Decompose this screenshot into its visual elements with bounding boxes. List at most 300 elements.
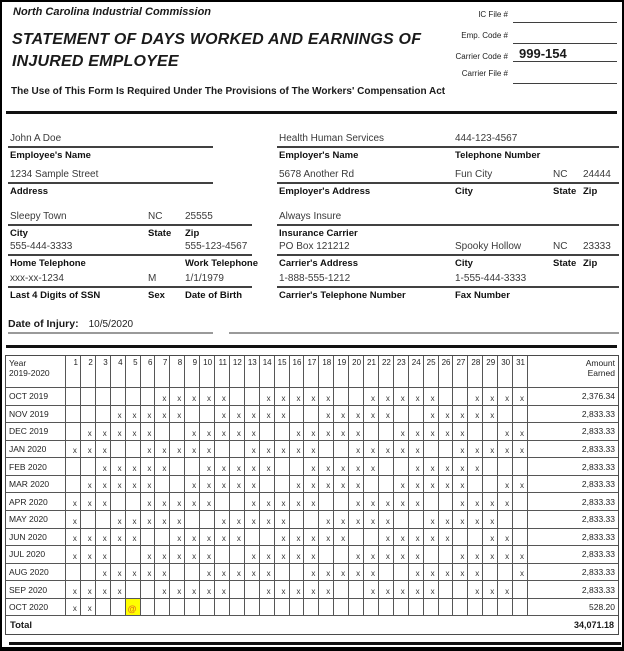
day-cell[interactable]: x <box>275 511 290 529</box>
day-cell[interactable]: x <box>424 423 439 441</box>
day-cell[interactable] <box>364 599 379 617</box>
day-cell[interactable]: x <box>185 441 200 459</box>
day-cell[interactable] <box>96 388 111 406</box>
day-cell[interactable]: x <box>111 458 126 476</box>
day-cell[interactable]: x <box>304 476 319 494</box>
day-cell[interactable] <box>379 423 394 441</box>
day-cell[interactable]: x <box>453 406 468 424</box>
day-cell[interactable]: x <box>111 476 126 494</box>
day-cell[interactable]: x <box>111 581 126 599</box>
day-cell[interactable]: x <box>453 564 468 582</box>
day-cell[interactable]: x <box>468 546 483 564</box>
day-cell[interactable] <box>66 476 81 494</box>
day-cell[interactable] <box>379 564 394 582</box>
employer-name-phone-field[interactable] <box>277 130 619 148</box>
day-cell[interactable]: x <box>364 406 379 424</box>
day-cell[interactable] <box>319 599 334 617</box>
day-cell[interactable] <box>96 406 111 424</box>
day-cell[interactable] <box>304 406 319 424</box>
day-cell[interactable]: x <box>275 546 290 564</box>
day-cell[interactable] <box>141 581 156 599</box>
day-cell[interactable]: x <box>155 441 170 459</box>
day-cell[interactable] <box>483 423 498 441</box>
day-cell[interactable]: x <box>424 388 439 406</box>
day-cell[interactable]: x <box>141 564 156 582</box>
day-cell[interactable] <box>468 599 483 617</box>
day-cell[interactable]: x <box>141 493 156 511</box>
day-cell[interactable] <box>379 599 394 617</box>
day-cell[interactable]: x <box>245 423 260 441</box>
day-cell[interactable] <box>334 388 349 406</box>
day-cell[interactable]: x <box>215 458 230 476</box>
day-cell[interactable] <box>245 599 260 617</box>
day-cell[interactable] <box>185 458 200 476</box>
day-cell[interactable] <box>334 599 349 617</box>
day-cell[interactable] <box>424 546 439 564</box>
day-cell[interactable] <box>394 406 409 424</box>
day-cell[interactable]: x <box>260 406 275 424</box>
day-cell[interactable]: x <box>260 581 275 599</box>
day-cell[interactable]: x <box>409 441 424 459</box>
day-cell[interactable] <box>334 581 349 599</box>
day-cell[interactable] <box>424 599 439 617</box>
day-cell[interactable]: x <box>319 406 334 424</box>
day-cell[interactable] <box>155 423 170 441</box>
day-cell[interactable]: x <box>245 406 260 424</box>
day-cell[interactable]: x <box>304 423 319 441</box>
day-cell[interactable] <box>245 388 260 406</box>
day-cell[interactable] <box>200 511 215 529</box>
day-cell[interactable] <box>394 599 409 617</box>
day-cell[interactable]: x <box>290 529 305 547</box>
day-cell[interactable]: x <box>96 441 111 459</box>
injury-day-cell[interactable]: @ <box>126 599 141 617</box>
day-cell[interactable] <box>111 599 126 617</box>
day-cell[interactable]: x <box>141 511 156 529</box>
day-cell[interactable]: x <box>170 388 185 406</box>
employee-phones-field[interactable] <box>8 238 252 256</box>
day-cell[interactable]: x <box>155 546 170 564</box>
day-cell[interactable]: x <box>230 476 245 494</box>
day-cell[interactable]: x <box>513 423 528 441</box>
day-cell[interactable] <box>513 599 528 617</box>
day-cell[interactable]: x <box>379 406 394 424</box>
day-cell[interactable]: x <box>96 423 111 441</box>
day-cell[interactable]: x <box>349 423 364 441</box>
day-cell[interactable]: x <box>81 599 96 617</box>
day-cell[interactable] <box>215 493 230 511</box>
day-cell[interactable] <box>513 493 528 511</box>
day-cell[interactable]: x <box>483 441 498 459</box>
day-cell[interactable]: x <box>424 406 439 424</box>
day-cell[interactable]: x <box>364 564 379 582</box>
day-cell[interactable] <box>126 581 141 599</box>
day-cell[interactable] <box>170 564 185 582</box>
day-cell[interactable]: x <box>96 546 111 564</box>
day-cell[interactable] <box>200 599 215 617</box>
day-cell[interactable] <box>230 599 245 617</box>
employee-city-state-zip-field[interactable] <box>8 208 252 226</box>
employee-address-field[interactable] <box>8 166 213 184</box>
day-cell[interactable] <box>349 529 364 547</box>
day-cell[interactable] <box>468 529 483 547</box>
day-cell[interactable]: x <box>141 476 156 494</box>
day-cell[interactable]: x <box>304 581 319 599</box>
day-cell[interactable]: x <box>290 581 305 599</box>
day-cell[interactable] <box>334 441 349 459</box>
day-cell[interactable]: x <box>409 493 424 511</box>
day-cell[interactable]: x <box>364 581 379 599</box>
day-cell[interactable]: x <box>439 458 454 476</box>
day-cell[interactable]: x <box>483 546 498 564</box>
day-cell[interactable] <box>453 581 468 599</box>
day-cell[interactable] <box>141 529 156 547</box>
day-cell[interactable]: x <box>170 511 185 529</box>
day-cell[interactable]: x <box>141 441 156 459</box>
day-cell[interactable]: x <box>364 511 379 529</box>
day-cell[interactable] <box>81 388 96 406</box>
day-cell[interactable] <box>498 564 513 582</box>
day-cell[interactable] <box>245 581 260 599</box>
day-cell[interactable] <box>513 581 528 599</box>
day-cell[interactable] <box>245 529 260 547</box>
day-cell[interactable] <box>111 546 126 564</box>
day-cell[interactable]: x <box>513 546 528 564</box>
day-cell[interactable]: x <box>364 388 379 406</box>
day-cell[interactable]: x <box>111 511 126 529</box>
day-cell[interactable] <box>319 493 334 511</box>
day-cell[interactable]: x <box>275 493 290 511</box>
day-cell[interactable]: x <box>468 511 483 529</box>
day-cell[interactable]: x <box>349 458 364 476</box>
day-cell[interactable]: x <box>111 423 126 441</box>
day-cell[interactable] <box>126 493 141 511</box>
day-cell[interactable] <box>230 581 245 599</box>
day-cell[interactable]: x <box>349 564 364 582</box>
day-cell[interactable]: x <box>81 581 96 599</box>
day-cell[interactable]: x <box>81 441 96 459</box>
day-cell[interactable] <box>513 406 528 424</box>
day-cell[interactable]: x <box>409 529 424 547</box>
day-cell[interactable]: x <box>424 564 439 582</box>
day-cell[interactable] <box>439 599 454 617</box>
day-cell[interactable]: x <box>513 388 528 406</box>
day-cell[interactable]: x <box>245 546 260 564</box>
employer-address-field[interactable] <box>277 166 619 184</box>
day-cell[interactable] <box>81 564 96 582</box>
day-cell[interactable] <box>141 388 156 406</box>
day-cell[interactable]: x <box>498 441 513 459</box>
day-cell[interactable]: x <box>498 493 513 511</box>
day-cell[interactable]: x <box>215 564 230 582</box>
day-cell[interactable] <box>230 441 245 459</box>
day-cell[interactable] <box>453 388 468 406</box>
day-cell[interactable]: x <box>96 581 111 599</box>
day-cell[interactable] <box>185 511 200 529</box>
day-cell[interactable]: x <box>379 546 394 564</box>
day-cell[interactable] <box>439 493 454 511</box>
day-cell[interactable] <box>185 564 200 582</box>
day-cell[interactable]: x <box>81 529 96 547</box>
day-cell[interactable] <box>275 458 290 476</box>
day-cell[interactable]: x <box>453 546 468 564</box>
day-cell[interactable] <box>81 458 96 476</box>
day-cell[interactable] <box>498 458 513 476</box>
day-cell[interactable]: x <box>394 529 409 547</box>
day-cell[interactable]: x <box>215 476 230 494</box>
day-cell[interactable] <box>111 388 126 406</box>
day-cell[interactable] <box>275 564 290 582</box>
day-cell[interactable] <box>439 581 454 599</box>
day-cell[interactable]: x <box>126 564 141 582</box>
day-cell[interactable]: x <box>349 493 364 511</box>
day-cell[interactable] <box>409 406 424 424</box>
day-cell[interactable] <box>185 406 200 424</box>
day-cell[interactable]: x <box>290 493 305 511</box>
day-cell[interactable]: x <box>409 458 424 476</box>
day-cell[interactable]: x <box>290 546 305 564</box>
day-cell[interactable]: x <box>364 458 379 476</box>
date-of-injury-value[interactable]: 10/5/2020 <box>88 319 134 330</box>
day-cell[interactable]: x <box>260 458 275 476</box>
day-cell[interactable] <box>275 423 290 441</box>
day-cell[interactable]: x <box>290 476 305 494</box>
day-cell[interactable] <box>483 599 498 617</box>
day-cell[interactable] <box>96 511 111 529</box>
day-cell[interactable]: x <box>424 581 439 599</box>
day-cell[interactable]: x <box>319 476 334 494</box>
day-cell[interactable] <box>319 546 334 564</box>
day-cell[interactable]: x <box>349 546 364 564</box>
day-cell[interactable]: x <box>155 581 170 599</box>
carrier-file-input[interactable] <box>513 83 617 84</box>
day-cell[interactable]: x <box>96 564 111 582</box>
day-cell[interactable]: x <box>66 441 81 459</box>
day-cell[interactable]: x <box>513 441 528 459</box>
day-cell[interactable]: x <box>394 423 409 441</box>
day-cell[interactable]: x <box>468 564 483 582</box>
day-cell[interactable]: x <box>349 511 364 529</box>
day-cell[interactable] <box>513 511 528 529</box>
day-cell[interactable] <box>439 441 454 459</box>
day-cell[interactable]: x <box>349 406 364 424</box>
day-cell[interactable] <box>66 423 81 441</box>
day-cell[interactable]: x <box>200 581 215 599</box>
day-cell[interactable]: x <box>483 511 498 529</box>
day-cell[interactable]: x <box>379 529 394 547</box>
day-cell[interactable] <box>290 564 305 582</box>
day-cell[interactable]: x <box>439 511 454 529</box>
day-cell[interactable] <box>439 546 454 564</box>
day-cell[interactable]: x <box>230 511 245 529</box>
day-cell[interactable] <box>81 511 96 529</box>
day-cell[interactable]: x <box>111 406 126 424</box>
day-cell[interactable] <box>468 476 483 494</box>
day-cell[interactable]: x <box>185 546 200 564</box>
day-cell[interactable]: x <box>513 476 528 494</box>
day-cell[interactable]: x <box>126 423 141 441</box>
day-cell[interactable] <box>379 476 394 494</box>
day-cell[interactable]: x <box>409 388 424 406</box>
day-cell[interactable]: x <box>170 546 185 564</box>
day-cell[interactable]: x <box>200 493 215 511</box>
day-cell[interactable]: x <box>155 388 170 406</box>
day-cell[interactable]: x <box>334 423 349 441</box>
emp-code-input[interactable] <box>513 43 617 44</box>
day-cell[interactable]: x <box>66 493 81 511</box>
day-cell[interactable]: x <box>319 511 334 529</box>
day-cell[interactable]: x <box>185 388 200 406</box>
day-cell[interactable]: x <box>230 406 245 424</box>
day-cell[interactable]: x <box>245 441 260 459</box>
day-cell[interactable]: x <box>468 441 483 459</box>
day-cell[interactable] <box>304 511 319 529</box>
insurance-carrier-field[interactable] <box>277 208 619 226</box>
day-cell[interactable]: x <box>334 458 349 476</box>
carrier-address-field[interactable] <box>277 238 619 256</box>
day-cell[interactable] <box>290 458 305 476</box>
day-cell[interactable]: x <box>81 476 96 494</box>
day-cell[interactable] <box>275 476 290 494</box>
day-cell[interactable] <box>230 493 245 511</box>
day-cell[interactable]: x <box>260 546 275 564</box>
day-cell[interactable] <box>81 406 96 424</box>
day-cell[interactable]: x <box>126 511 141 529</box>
day-cell[interactable]: x <box>126 529 141 547</box>
day-cell[interactable]: x <box>66 529 81 547</box>
day-cell[interactable]: x <box>364 493 379 511</box>
day-cell[interactable] <box>424 441 439 459</box>
day-cell[interactable]: x <box>185 493 200 511</box>
day-cell[interactable]: x <box>245 493 260 511</box>
day-cell[interactable] <box>364 476 379 494</box>
day-cell[interactable] <box>111 493 126 511</box>
day-cell[interactable] <box>394 511 409 529</box>
day-cell[interactable]: x <box>230 564 245 582</box>
day-cell[interactable]: x <box>513 564 528 582</box>
day-cell[interactable]: x <box>334 406 349 424</box>
day-cell[interactable]: x <box>111 564 126 582</box>
day-cell[interactable]: x <box>379 388 394 406</box>
day-cell[interactable]: x <box>215 423 230 441</box>
day-cell[interactable]: x <box>81 546 96 564</box>
day-cell[interactable] <box>349 581 364 599</box>
day-cell[interactable]: x <box>334 511 349 529</box>
day-cell[interactable] <box>66 388 81 406</box>
day-cell[interactable]: x <box>96 476 111 494</box>
day-cell[interactable]: x <box>215 529 230 547</box>
day-cell[interactable]: x <box>468 406 483 424</box>
day-cell[interactable]: x <box>409 423 424 441</box>
day-cell[interactable] <box>439 388 454 406</box>
day-cell[interactable]: x <box>498 423 513 441</box>
day-cell[interactable]: x <box>275 406 290 424</box>
day-cell[interactable]: x <box>290 441 305 459</box>
day-cell[interactable]: x <box>170 493 185 511</box>
day-cell[interactable]: x <box>468 581 483 599</box>
day-cell[interactable]: x <box>200 546 215 564</box>
day-cell[interactable] <box>290 599 305 617</box>
day-cell[interactable]: x <box>200 458 215 476</box>
day-cell[interactable] <box>155 476 170 494</box>
day-cell[interactable]: x <box>155 458 170 476</box>
day-cell[interactable]: x <box>200 423 215 441</box>
day-cell[interactable]: x <box>319 388 334 406</box>
carrier-code-input[interactable] <box>513 61 617 62</box>
day-cell[interactable]: x <box>215 406 230 424</box>
day-cell[interactable]: x <box>453 458 468 476</box>
day-cell[interactable] <box>424 493 439 511</box>
day-cell[interactable] <box>215 599 230 617</box>
day-cell[interactable]: x <box>260 493 275 511</box>
day-cell[interactable]: x <box>245 476 260 494</box>
day-cell[interactable]: x <box>319 458 334 476</box>
day-cell[interactable]: x <box>498 581 513 599</box>
day-cell[interactable]: x <box>170 441 185 459</box>
day-cell[interactable]: x <box>379 441 394 459</box>
day-cell[interactable]: x <box>260 511 275 529</box>
day-cell[interactable] <box>394 564 409 582</box>
day-cell[interactable]: x <box>66 546 81 564</box>
day-cell[interactable] <box>66 458 81 476</box>
day-cell[interactable]: x <box>170 581 185 599</box>
day-cell[interactable] <box>275 599 290 617</box>
day-cell[interactable]: x <box>260 441 275 459</box>
day-cell[interactable] <box>126 546 141 564</box>
day-cell[interactable] <box>170 476 185 494</box>
day-cell[interactable]: x <box>111 529 126 547</box>
day-cell[interactable] <box>260 529 275 547</box>
day-cell[interactable]: x <box>230 529 245 547</box>
day-cell[interactable]: x <box>498 476 513 494</box>
day-cell[interactable] <box>364 423 379 441</box>
day-cell[interactable] <box>155 599 170 617</box>
day-cell[interactable] <box>394 458 409 476</box>
day-cell[interactable]: x <box>260 564 275 582</box>
day-cell[interactable] <box>126 388 141 406</box>
day-cell[interactable]: x <box>453 423 468 441</box>
day-cell[interactable]: x <box>334 529 349 547</box>
day-cell[interactable]: x <box>304 388 319 406</box>
day-cell[interactable]: x <box>394 388 409 406</box>
day-cell[interactable]: x <box>230 423 245 441</box>
day-cell[interactable]: x <box>424 529 439 547</box>
day-cell[interactable]: x <box>304 458 319 476</box>
day-cell[interactable] <box>170 599 185 617</box>
day-cell[interactable]: x <box>304 564 319 582</box>
day-cell[interactable]: x <box>215 581 230 599</box>
day-cell[interactable]: x <box>409 546 424 564</box>
day-cell[interactable] <box>126 441 141 459</box>
day-cell[interactable]: x <box>334 564 349 582</box>
day-cell[interactable]: x <box>304 493 319 511</box>
day-cell[interactable]: x <box>96 529 111 547</box>
day-cell[interactable] <box>185 599 200 617</box>
day-cell[interactable] <box>453 599 468 617</box>
day-cell[interactable]: x <box>394 581 409 599</box>
day-cell[interactable]: x <box>498 529 513 547</box>
day-cell[interactable] <box>483 564 498 582</box>
day-cell[interactable]: x <box>483 406 498 424</box>
day-cell[interactable]: x <box>379 493 394 511</box>
day-cell[interactable]: x <box>453 441 468 459</box>
day-cell[interactable]: x <box>379 511 394 529</box>
day-cell[interactable]: x <box>155 511 170 529</box>
day-cell[interactable] <box>468 423 483 441</box>
day-cell[interactable]: x <box>155 564 170 582</box>
day-cell[interactable]: x <box>155 493 170 511</box>
day-cell[interactable]: x <box>453 493 468 511</box>
